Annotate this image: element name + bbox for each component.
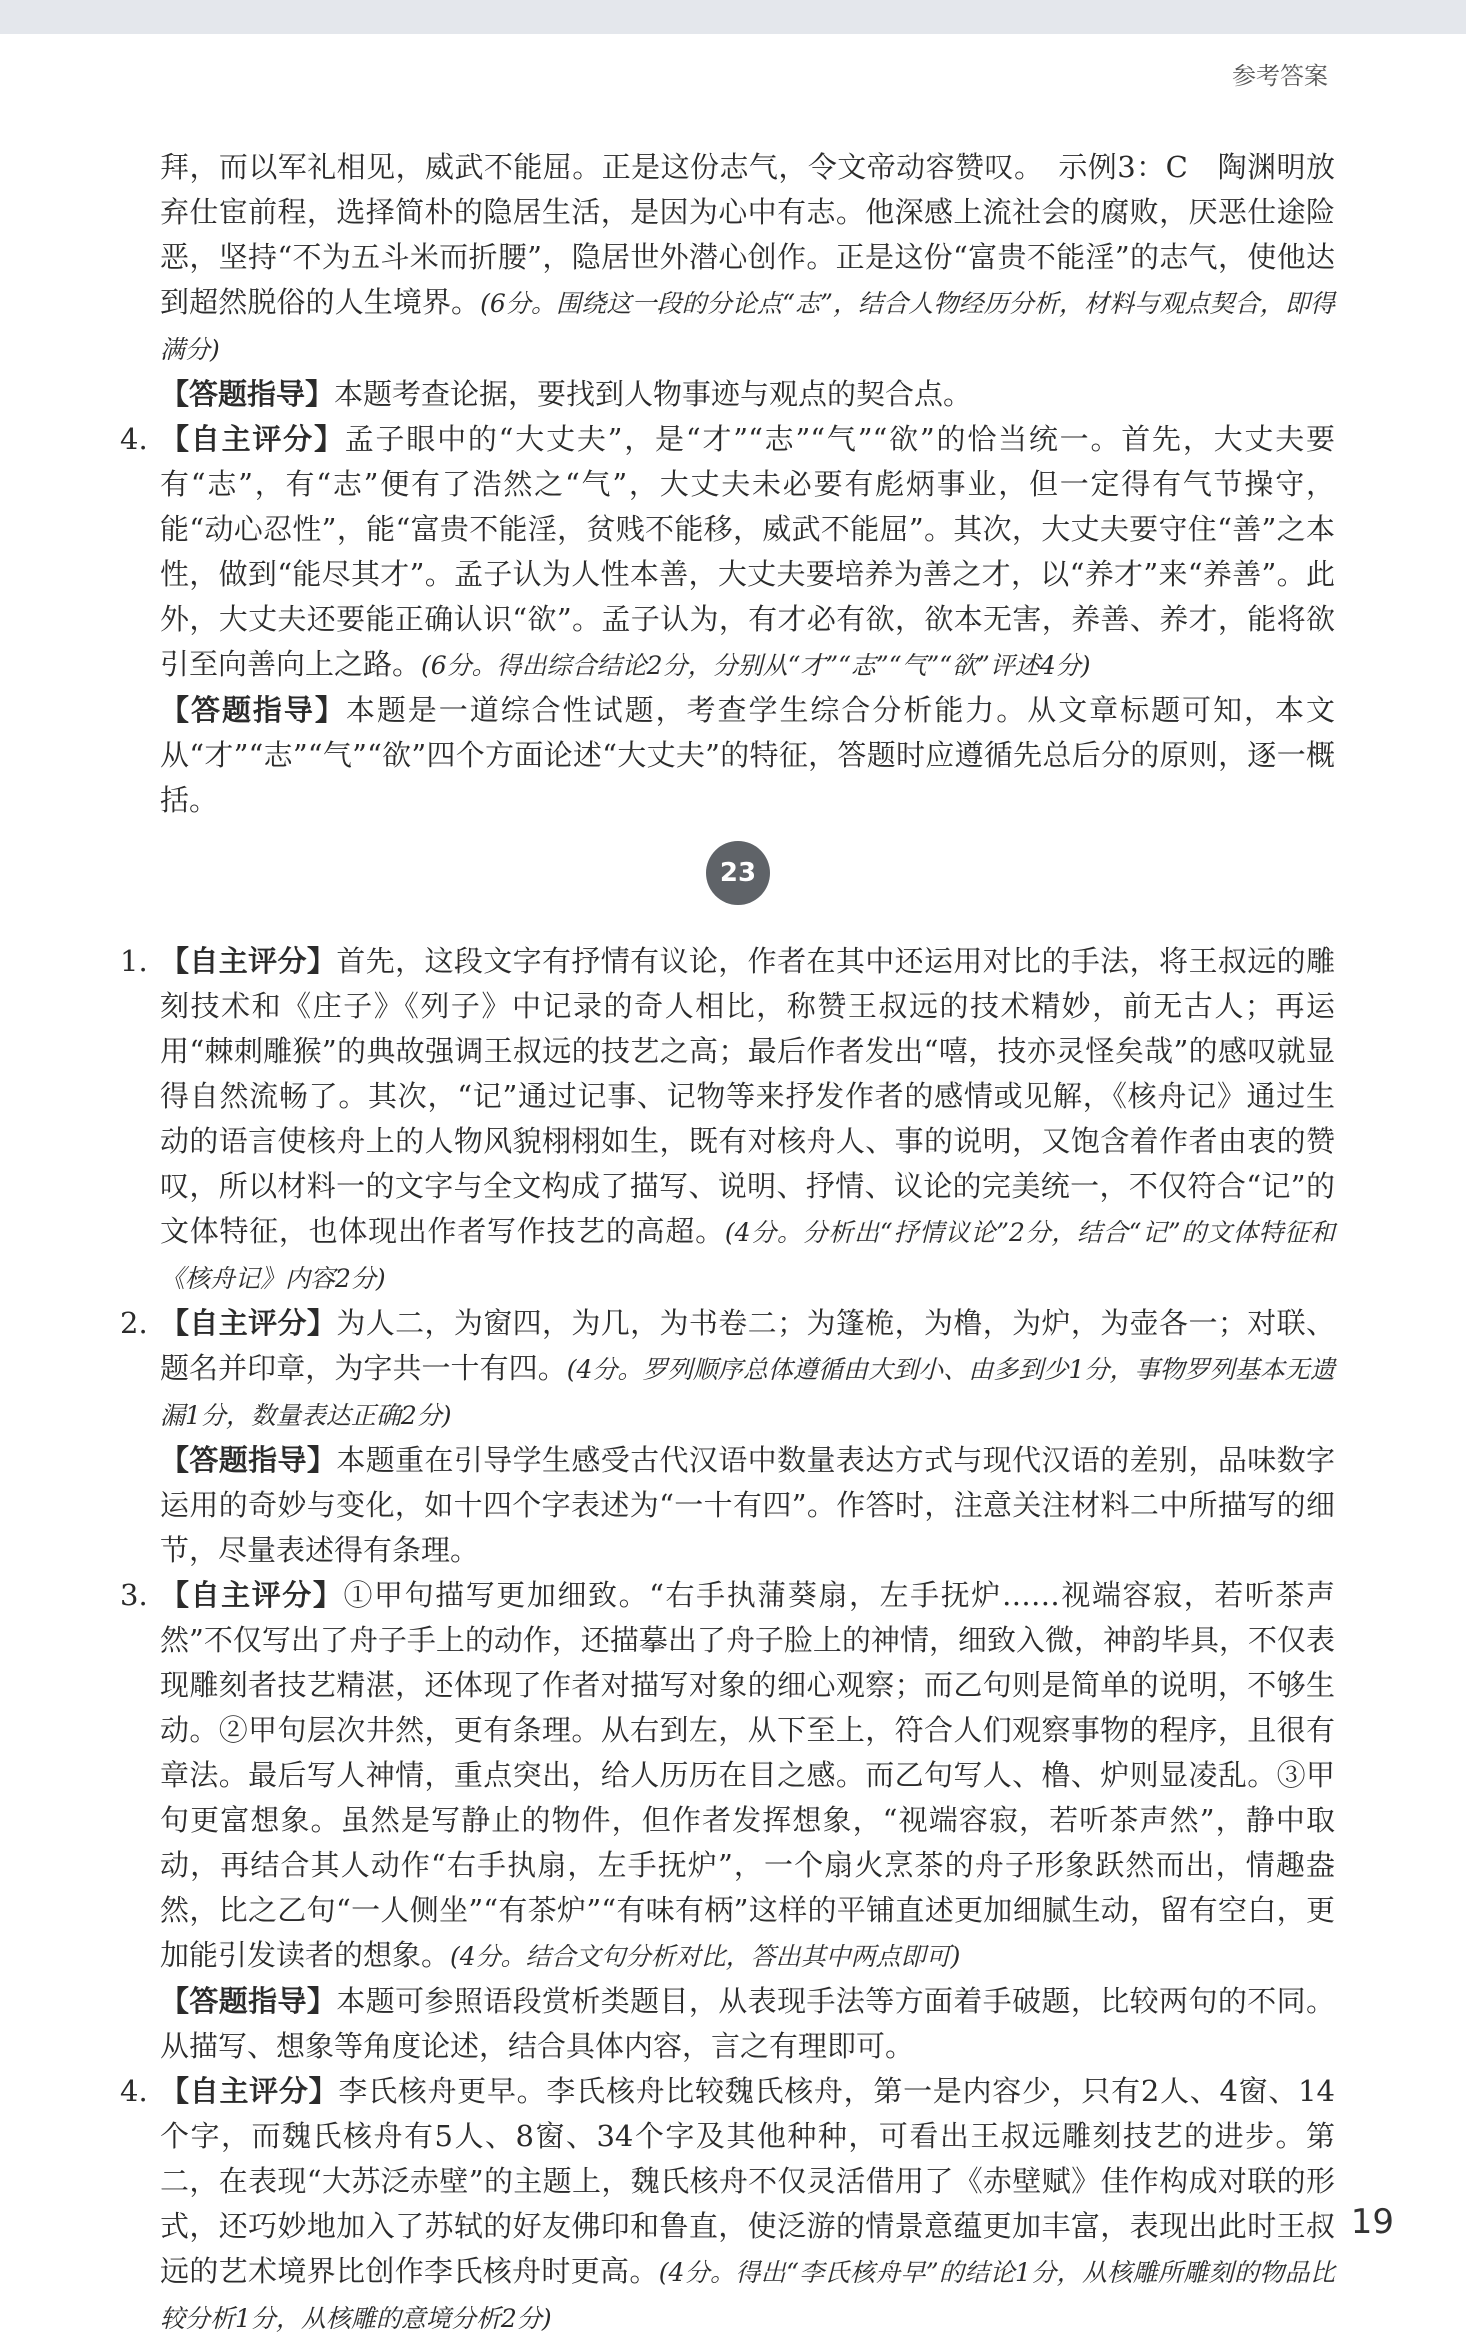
question-4 [120, 2069, 1335, 2341]
question-3 [120, 1573, 1335, 2069]
answer-text: 李氏核舟更早。李氏核舟比较魏氏核舟，第一是内容少，只有2人、4窗、14个字，而魏氏核舟有5人、8窗、34个字及其他种种，可看出王叔远雕刻技艺的进步。第二，在表现“大苏泛赤壁”的主题上，魏氏核舟不仅灵活借用了《赤壁赋》佳作构成对联的形式，还巧妙地加入了苏轼的好友佛印和鲁直，使泛游的情景意蕴更加丰富，表现出此时王叔远的艺术境界比创作李氏核舟时更高。 [160, 2074, 1335, 2288]
guide-label: 【答题指导】 [160, 1443, 337, 1477]
running-header: 参考答案 [1232, 62, 1328, 90]
question-number: 4. [120, 422, 148, 456]
scoring-note: (6分。围绕这一段的分论点“志”，结合人物经历分析，材料与观点契合，即得满分) [160, 289, 1335, 364]
self-evaluation [160, 1573, 1335, 1979]
guide-label: 【答题指导】 [160, 377, 335, 411]
answer-text: ①甲句描写更加细致。“右手执蒲葵扇，左手抚炉……视端容寂，若听茶声然”不仅写出了舟子手上的动作，还描摹出了舟子脸上的神情，细致入微，神韵毕具，不仅表现雕刻者技艺精湛，还体现了作者对描写对象的细心观察；而乙句则是简单的说明，不够生动。②甲句层次井然，更有条理。从右到左，从下至上，符合人们观察事物的程序，且很有章法。最后写人神情，重点突出，给人历历在目之感。而乙句写人、橹、炉则显凌乱。③甲句更富想象。虽然是写静止的物件，但作者发挥想象，“视端容寂，若听茶声然”，静中取动，再结合其人动作“右手执扇，左手抚炉”，一个扇火烹茶的舟子形象跃然而出，情趣盎然，比之乙句“一人侧坐”“有茶炉”“有味有柄”这样的平铺直述更加细腻生动，留有空白，更加能引发读者的想象。 [160, 1578, 1335, 1972]
self-eval-label: 【自主评分】 [160, 1306, 337, 1340]
answer-text: 首先，这段文字有抒情有议论，作者在其中还运用对比的手法，将王叔远的雕刻技术和《庄子》《列子》中记录的奇人相比，称赞王叔远的技术精妙，前无古人；再运用“棘刺雕猴”的典故强调王叔远的技艺之高；最后作者发出“嘻，技亦灵怪矣哉”的感叹就显得自然流畅了。其次，“记”通过记事、记物等来抒发作者的感情或见解，《核舟记》通过生动的语言使核舟上的人物风貌栩栩如生，既有对核舟人、事的说明，又饱含着作者由衷的赞叹，所以材料一的文字与全文构成了描写、说明、抒情、议论的完美统一，不仅符合“记”的文体特征，也体现出作者写作技艺的高超。 [160, 944, 1335, 1248]
section-header [120, 831, 1335, 921]
question-4 [120, 417, 1335, 823]
answer-guide [120, 372, 1335, 417]
guide-text: 本题可参照语段赏析类题目，从表现手法等方面着手破题，比较两句的不同。从描写、想象等角度论述，结合具体内容，言之有理即可。 [160, 1984, 1335, 2063]
question-number: 3. [120, 1578, 148, 1612]
example-3-continuation [120, 145, 1335, 372]
question-number: 4. [120, 2074, 148, 2108]
self-eval-label: 【自主评分】 [160, 422, 345, 456]
answer-guide [160, 688, 1335, 823]
page-number: 19 [1350, 2202, 1394, 2242]
question-2 [120, 1301, 1335, 1573]
question-number: 2. [120, 1306, 148, 1340]
guide-label: 【答题指导】 [160, 1984, 337, 2018]
top-color-band [0, 0, 1466, 34]
paragraph-text: 拜，而以军礼相见，威武不能屈。正是这份志气，令文帝动容赞叹。 示例3：C 陶渊明放弃仕宦前程，选择简朴的隐居生活，是因为心中有志。他深感上流社会的腐败，厌恶仕途险恶，坚持“不为五斗米而折腰”，隐居世外潜心创作。正是这份“富贵不能淫”的志气，使他达到超然脱俗的人生境界。 [160, 150, 1335, 319]
guide-text: 本题是一道综合性试题，考查学生综合分析能力。从文章标题可知，本文从“才”“志”“气”“欲”四个方面论述“大丈夫”的特征，答题时应遵循先总后分的原则，逐一概括。 [160, 693, 1335, 817]
scoring-note: (4分。分析出“抒情议论”2分，结合“记”的文体特征和《核舟记》内容2分) [160, 1218, 1335, 1293]
answer-text: 为人二，为窗四，为几，为书卷二；为篷桅，为橹，为炉，为壶各一；对联、题名并印章，为字共一十有四。 [160, 1306, 1335, 1385]
answer-guide [160, 1438, 1335, 1573]
section-number-badge: 23 [706, 841, 770, 905]
self-evaluation [160, 2069, 1335, 2341]
question-1 [120, 939, 1335, 1301]
answer-text: 孟子眼中的“大丈夫”，是“才”“志”“气”“欲”的恰当统一。首先，大丈夫要有“志”，有“志”便有了浩然之“气”，大丈夫未必要有彪炳事业，但一定得有气节操守，能“动心忍性”，能“富贵不能淫，贫贱不能移，威武不能屈”。其次，大丈夫要守住“善”之本性，做到“能尽其才”。孟子认为人性本善，大丈夫要培养为善之才，以“养才”来“养善”。此外，大丈夫还要能正确认识“欲”。孟子认为，有才必有欲，欲本无害，养善、养才，能将欲引至向善向上之路。 [160, 422, 1335, 681]
self-evaluation [160, 1301, 1335, 1438]
self-eval-label: 【自主评分】 [160, 944, 337, 978]
scoring-note: (4分。结合文句分析对比，答出其中两点即可) [450, 1942, 961, 1971]
answer-guide [160, 1979, 1335, 2069]
self-eval-label: 【自主评分】 [160, 1578, 344, 1612]
scoring-note: (6分。得出综合结论2分，分别从“才”“志”“气”“欲”评述4分) [421, 651, 1091, 680]
guide-text: 本题重在引导学生感受古代汉语中数量表达方式与现代汉语的差别，品味数字运用的奇妙与变化，如十四个字表述为“一十有四”。作答时，注意关注材料二中所描写的细节，尽量表述得有条理。 [160, 1443, 1335, 1567]
answer-content [120, 145, 1335, 2341]
self-evaluation [160, 417, 1335, 688]
scoring-note: (4分。罗列顺序总体遵循由大到小、由多到少1分，事物罗列基本无遗漏1分，数量表达正确2分) [160, 1355, 1335, 1430]
question-number: 1. [120, 944, 148, 978]
scoring-note: (4分。得出“李氏核舟早”的结论1分，从核雕所雕刻的物品比较分析1分，从核雕的意境分析2分) [160, 2258, 1335, 2333]
self-evaluation [160, 939, 1335, 1301]
guide-text: 本题考查论据，要找到人物事迹与观点的契合点。 [334, 377, 973, 411]
self-eval-label: 【自主评分】 [160, 2074, 339, 2108]
guide-label: 【答题指导】 [160, 693, 346, 727]
